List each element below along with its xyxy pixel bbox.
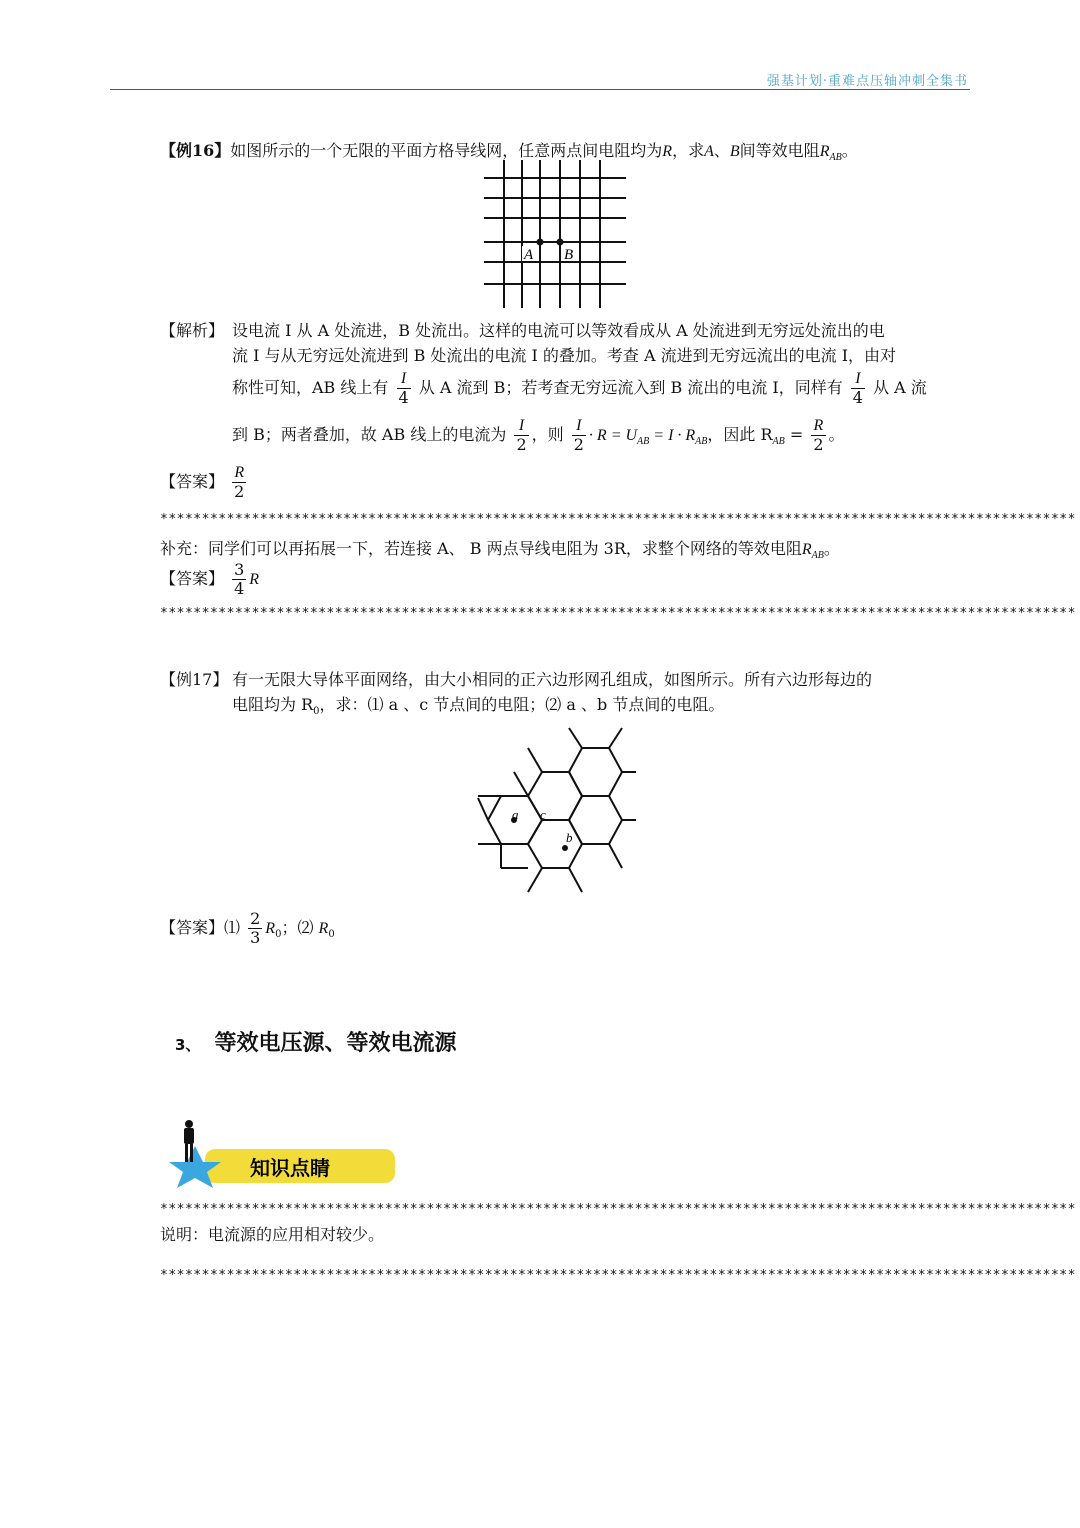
note: 说明：电流源的应用相对较少。 bbox=[160, 1225, 385, 1244]
knowledge-banner bbox=[165, 1118, 397, 1188]
example16-question: 【例16】如图所示的一个无限的平面方格导线网，任意两点间电阻均为R，求A、B间等效电阻$R_{AB}$。 bbox=[160, 141, 858, 164]
example17-line-2: 电阻均为 $R_0$，求：⑴ a 、c 节点间的电阻；⑵ a 、b 节点间的电阻。 bbox=[232, 695, 725, 718]
example16-label: 【例16】 bbox=[160, 141, 231, 160]
divider-stars-1: ************************************************************************************************************** bbox=[160, 512, 1076, 527]
example17-line-1: 有一无限大导体平面网络，由大小相同的正六边形网孔组成，如图所示。所有六边形每边的 bbox=[232, 670, 873, 689]
section-title: 3、 等效电压源、等效电流源 bbox=[175, 1031, 457, 1056]
node-b bbox=[562, 845, 568, 851]
divider-stars-2: ************************************************************************************************************** bbox=[160, 606, 1076, 621]
node-b bbox=[557, 239, 564, 246]
answer-1: 【答案】 $\frac{R}{2}$ bbox=[160, 464, 245, 501]
analysis-line-2: 流 I 与从无穷远处流进到 B 处流出的电流 I 的叠加。考查 A 流进到无穷远流出的电流 I，由对 bbox=[232, 346, 897, 365]
header-title: 强基计划·重难点压轴冲刺全集书 bbox=[766, 74, 968, 89]
hexagon-network-figure bbox=[478, 728, 636, 896]
analysis-line-3: 称性可知，AB 线上有 $\frac{I}{4}$ 从 A 流到 B；若考查无穷远流入到 B 流出的电流 I，同样有 $\frac{I}{4}$ 从 A 流 bbox=[232, 370, 927, 407]
node-a bbox=[537, 239, 544, 246]
hex-label-a: a bbox=[512, 807, 519, 822]
grid-label-a: A bbox=[524, 247, 534, 263]
supplement: 补充：同学们可以再拓展一下，若连接 A、 B 两点导线电阻为 3R，求整个网络的等效电阻$R_{AB}$。 bbox=[160, 539, 840, 562]
header-rule bbox=[110, 89, 970, 90]
example17-label: 【例17】 bbox=[160, 670, 229, 689]
analysis-line-1: 设电流 I 从 A 处流进，B 处流出。这样的电流可以等效看成从 A 处流进到无穷远处流出的电 bbox=[232, 321, 885, 340]
hex-label-b: b bbox=[566, 830, 573, 845]
divider-stars-3: ************************************************************************************************************** bbox=[160, 1202, 1076, 1217]
grid-label-b: B bbox=[564, 247, 574, 263]
grid-network-figure bbox=[484, 160, 626, 308]
banner-title: 知识点睛 bbox=[250, 1156, 330, 1180]
analysis-label: 【解析】 bbox=[160, 321, 225, 340]
answer-2: 【答案】 $\frac{3}{4}$ R bbox=[160, 560, 260, 598]
person-silhouette-icon bbox=[184, 1120, 194, 1162]
answer-3: 【答案】⑴ $\frac{2}{3}$ $R_0$；⑵ $R_0$ bbox=[160, 909, 335, 947]
divider-stars-4: ************************************************************************************************************** bbox=[160, 1268, 1076, 1283]
analysis-line-4: 到 B；两者叠加，故 AB 线上的电流为 $\frac{I}{2}$ ，则 $\frac{I}{2}$ · $R = U_{AB} = I \cdot R_{AB}$，因此 $R_{AB}$ = $\frac{R}{2}$ 。 bbox=[232, 417, 845, 454]
hex-label-c: c bbox=[540, 807, 546, 822]
